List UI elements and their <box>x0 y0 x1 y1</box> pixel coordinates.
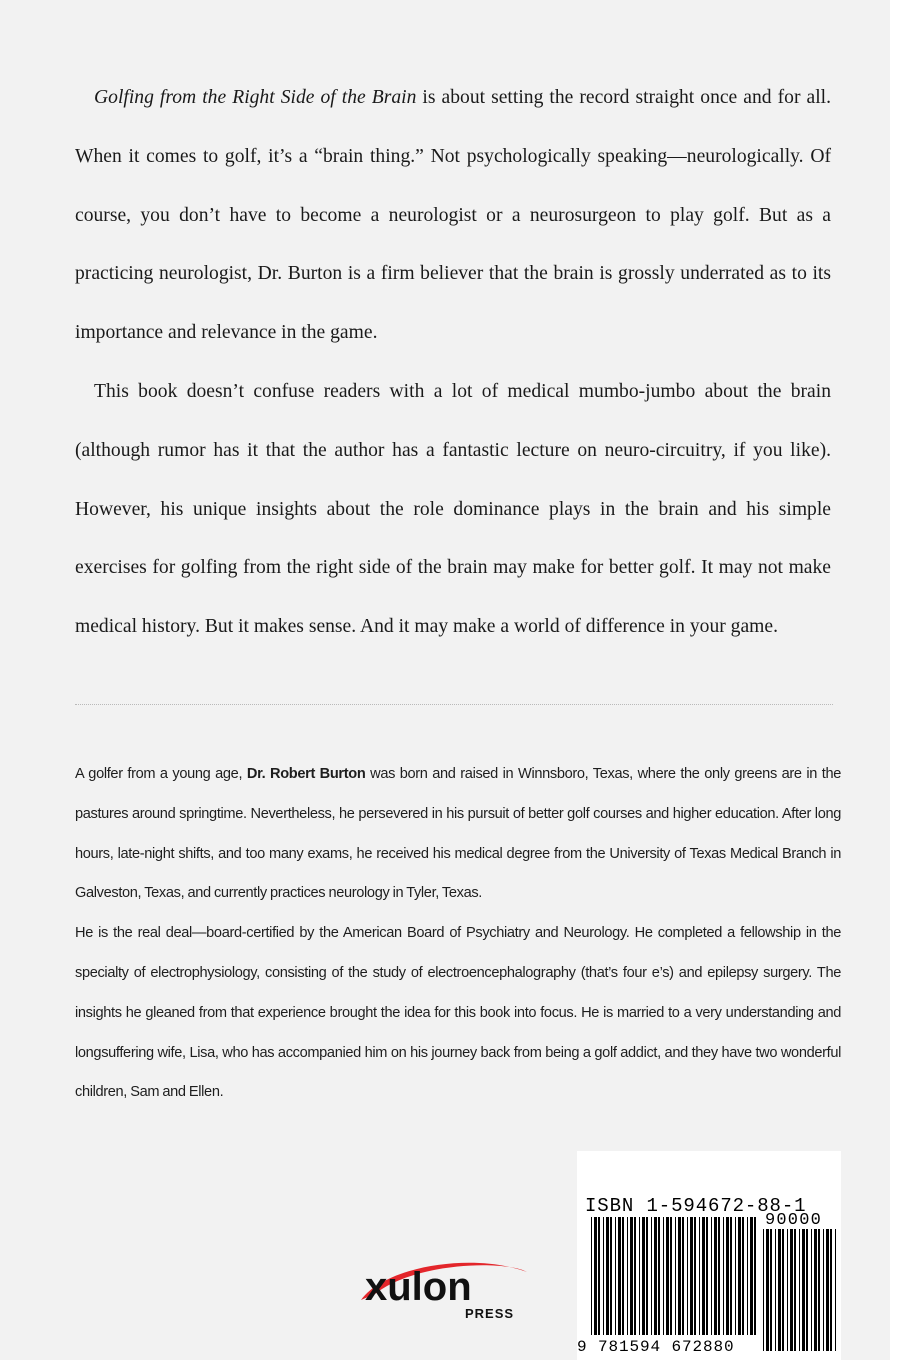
barcode-bar <box>594 1217 597 1335</box>
barcode-bar <box>666 1217 669 1335</box>
ean-code: 9 781594 672880 <box>577 1338 735 1356</box>
barcode-bar <box>606 1217 609 1335</box>
logo-wordmark: xulon <box>365 1265 472 1309</box>
barcode-bar <box>799 1229 800 1351</box>
barcode-bar <box>682 1217 684 1335</box>
barcode-bar <box>723 1217 724 1335</box>
barcode-bar <box>654 1217 657 1335</box>
barcode-bar <box>670 1217 672 1335</box>
barcode-bar <box>806 1229 808 1351</box>
barcode-bar <box>823 1229 824 1351</box>
barcode-bar <box>646 1217 648 1335</box>
logo-subtitle: PRESS <box>465 1306 515 1321</box>
barcode-bar <box>750 1217 753 1335</box>
barcode-bar <box>814 1229 817 1351</box>
author-name: Dr. Robert Burton <box>246 766 366 782</box>
barcode-bar <box>711 1217 712 1335</box>
barcode-bar <box>738 1217 741 1335</box>
barcode-bar <box>782 1229 784 1351</box>
barcode-bar <box>714 1217 717 1335</box>
barcode-bar <box>790 1229 793 1351</box>
barcode-panel <box>577 1151 841 1360</box>
barcode-bar <box>835 1229 836 1351</box>
barcode-bar <box>702 1217 705 1335</box>
section-divider <box>75 704 833 705</box>
page-edge <box>890 0 907 1360</box>
barcode <box>577 1151 841 1360</box>
barcode-bar <box>634 1217 636 1335</box>
barcode-bar <box>630 1217 633 1335</box>
barcode-bar <box>754 1217 756 1335</box>
barcode-bar <box>747 1217 748 1335</box>
barcode-bar <box>598 1217 600 1335</box>
barcode-bar <box>675 1217 676 1335</box>
barcode-bar <box>718 1217 720 1335</box>
barcode-bar <box>618 1217 621 1335</box>
isbn-label: ISBN 1-594672-88-1 <box>585 1195 807 1217</box>
book-title: Golfing from the Right Side of the Brain <box>94 87 417 108</box>
barcode-bar <box>830 1229 832 1351</box>
barcode-bar <box>658 1217 660 1335</box>
author-bio <box>75 755 841 1113</box>
barcode-bar <box>811 1229 812 1351</box>
barcode-bar <box>775 1229 776 1351</box>
barcode-bar <box>622 1217 624 1335</box>
barcode-bar <box>591 1217 592 1335</box>
barcode-bar <box>770 1229 772 1351</box>
barcode-bar <box>694 1217 696 1335</box>
barcode-bar <box>687 1217 688 1335</box>
barcode-bar <box>742 1217 744 1335</box>
barcode-bar <box>678 1217 681 1335</box>
barcode-bar <box>787 1229 788 1351</box>
book-blurb <box>75 69 831 657</box>
barcode-bar <box>639 1217 640 1335</box>
barcode-bar <box>651 1217 652 1335</box>
barcode-bar <box>730 1217 732 1335</box>
barcode-bar <box>794 1229 796 1351</box>
barcode-bar <box>603 1217 604 1335</box>
barcode-bar <box>726 1217 729 1335</box>
barcode-bar <box>818 1229 820 1351</box>
barcode-bar <box>690 1217 693 1335</box>
barcode-bar <box>699 1217 700 1335</box>
bio-paragraph-2: He is the real deal—board-certified by the American Board of Psychiatry and Neurology. He completed a fellowship in the specialty of electrophysiology, consisting of the study of electroencephalography (that’s four e’s) and epilepsy surgery. The insights he gleaned from that experience brought the idea for this book into focus. He is married to a very understanding and longsuffering wife, Lisa, who has accompanied him on his journey back from being a golf addict, and they have two wonderful children, Sam and Ellen. <box>75 925 841 1101</box>
addon-code: 90000 <box>765 1211 823 1230</box>
blurb-paragraph-1: Golfing from the Right Side of the Brain is about setting the record straight once and for all. When it comes to golf, it’s a “brain thing.” Not psychologically speaking—neurologically. Of course, you don’t have to become a neurologist or a neurosurgeon to play golf. But as a practicing neurologist, Dr. Burton is a firm believer that the brain is grossly underrated as to its importance and relevance in the game. <box>75 87 831 344</box>
barcode-bar <box>615 1217 616 1335</box>
barcode-bar <box>826 1229 829 1351</box>
xulon-press-logo <box>355 1248 535 1328</box>
barcode-bar <box>763 1229 764 1351</box>
barcode-bar <box>778 1229 781 1351</box>
barcode-bar <box>706 1217 708 1335</box>
bio-paragraph-1: A golfer from a young age, Dr. Robert Burton was born and raised in Winnsboro, Texas, where the only greens are in the pastures around springtime. Nevertheless, he persevered in his pursuit of better golf courses and higher education. After long hours, late-night shifts, and too many exams, he received his medical degree from the University of Texas Medical Branch in Galveston, Texas, and currently practices neurology in Tyler, Texas. <box>75 766 841 902</box>
barcode-bar <box>735 1217 736 1335</box>
blurb-paragraph-2: This book doesn’t confuse readers with a lot of medical mumbo-jumbo about the brain (although rumor has it that the author has a fantastic lecture on neuro-circuitry, if you like). However, his unique insights about the role dominance plays in the brain and his simple exercises for golfing from the right side of the brain may make for better golf. It may not make medical history. But it makes sense. And it may make a world of difference in your game. <box>75 380 831 638</box>
barcode-bar <box>766 1229 769 1351</box>
barcode-bar <box>610 1217 612 1335</box>
barcode-bar <box>642 1217 645 1335</box>
barcode-bar <box>627 1217 628 1335</box>
barcode-bar <box>663 1217 664 1335</box>
barcode-bar <box>802 1229 805 1351</box>
